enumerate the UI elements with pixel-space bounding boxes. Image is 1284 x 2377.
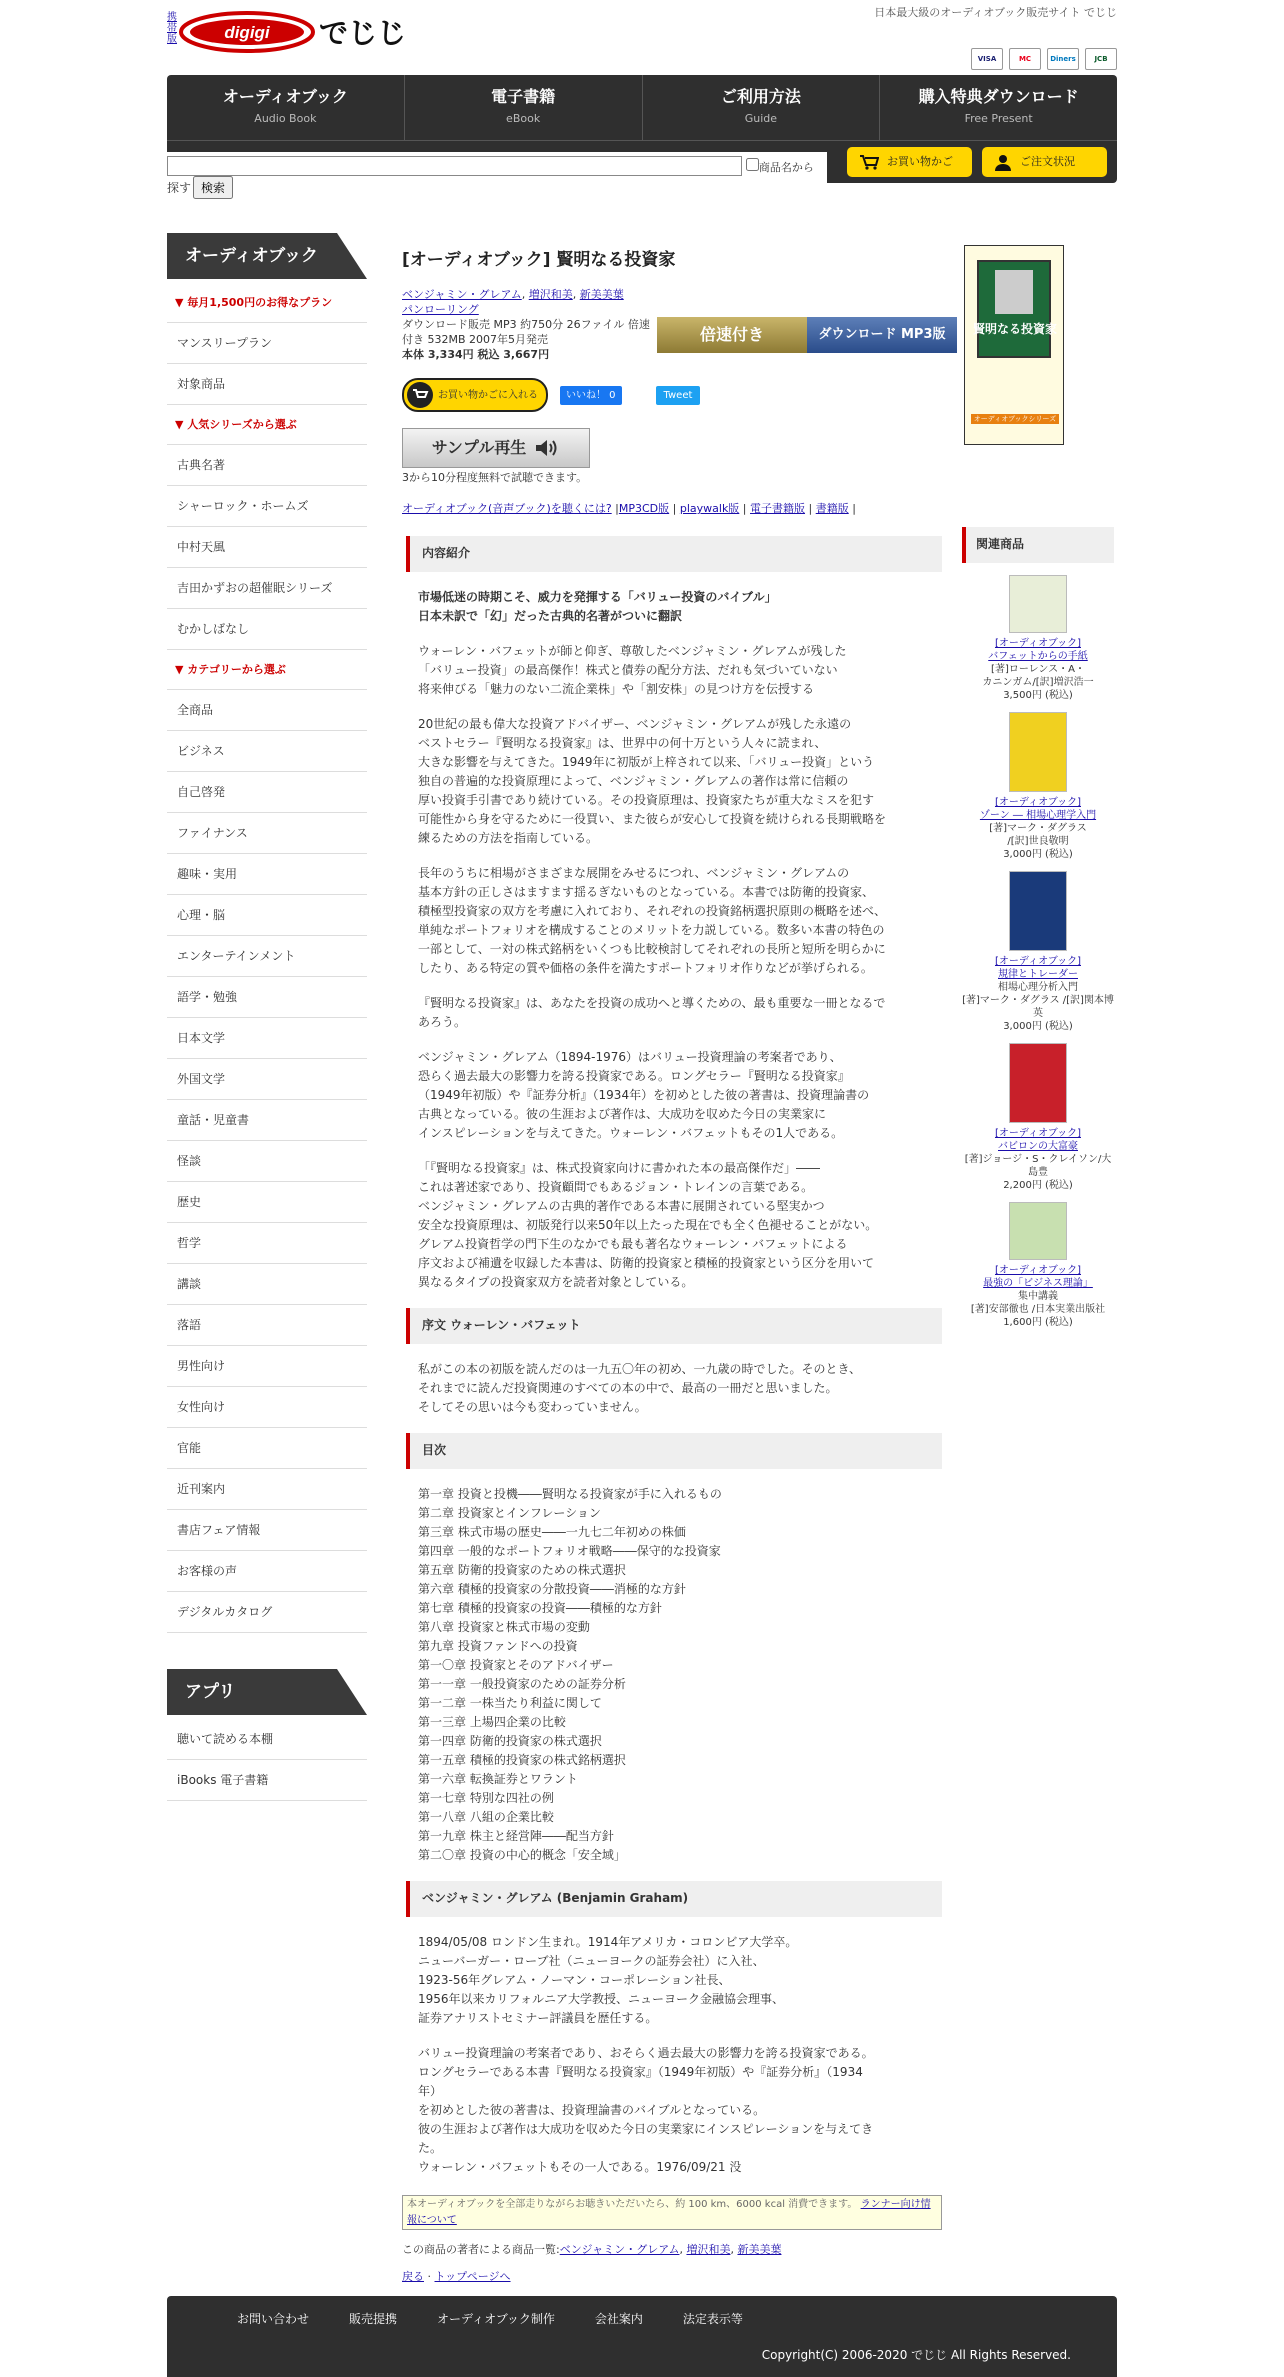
- text-line: グレアム投資哲学の門下生のなかでも最も著名なウォーレン・バフェットによる: [418, 1237, 848, 1252]
- cover-title: 賢明なる投資家: [972, 322, 1057, 336]
- text-line: 第一〇章 投資家とそのアドバイザー: [418, 1658, 614, 1673]
- search-area: [167, 152, 827, 199]
- related-meta: カニンガム/[訳]増沢浩一: [982, 677, 1094, 688]
- related-item[interactable]: [962, 712, 1114, 861]
- sidebar-item[interactable]: 男性向け: [167, 1346, 367, 1387]
- section-heading: ベンジャミン・グレアム (Benjamin Graham): [406, 1881, 942, 1917]
- text-line: 第一九章 株主と経営陣――配当方針: [418, 1829, 614, 1844]
- text-line: あろう。: [418, 1015, 467, 1030]
- related-title-link[interactable]: バビロンの大富豪: [998, 1141, 1078, 1152]
- nav-free-present[interactable]: 購入特典ダウンロード Free Present: [918, 87, 1079, 125]
- translator-link[interactable]: 増沢和美: [528, 288, 573, 302]
- text-line: 厚い投資手引書であり続けている。その投資原理は、投資家たちが重大なミスを犯す: [418, 793, 875, 808]
- back-link[interactable]: 戻る: [402, 2270, 424, 2284]
- sidebar-item[interactable]: お客様の声: [167, 1551, 367, 1592]
- sidebar-item[interactable]: 外国文学: [167, 1059, 367, 1100]
- sidebar-item[interactable]: ファイナンス: [167, 813, 367, 854]
- related-meta: 集中講義: [1018, 1291, 1058, 1302]
- section-body: [402, 1485, 942, 1865]
- mastercard-icon: MC: [1009, 48, 1041, 70]
- svg-text:digigi: digigi: [224, 23, 270, 42]
- diners-icon: Diners: [1047, 48, 1079, 70]
- sidebar-heading: ▼ 毎月1,500円のお得なプラン: [167, 283, 367, 323]
- product-name-checkbox-label[interactable]: 商品名から: [746, 161, 814, 174]
- sidebar-item[interactable]: 中村天風: [167, 527, 367, 568]
- text-line: 市場低迷の時期こそ、威力を発揮する「バリュー投資のバイブル」: [418, 590, 777, 605]
- sidebar-heading: ▼ カテゴリーから選ぶ: [167, 650, 367, 690]
- text-line: 大きな影響を与えてきた。1949年に初版が上梓されて以来、「バリュー投資」という: [418, 755, 875, 770]
- footer-contact[interactable]: お問い合わせ: [237, 2312, 310, 2326]
- related-item[interactable]: [962, 1043, 1114, 1192]
- search-find-label: 探す: [167, 181, 192, 196]
- related-meta: 島豊: [1028, 1167, 1048, 1178]
- related-item[interactable]: [962, 575, 1114, 702]
- section-paragraph: [418, 588, 942, 626]
- text-line: を初めとした彼の著書は、投資理論書のバイブルとなっている。: [418, 2103, 766, 2118]
- author-portrait: [995, 270, 1033, 314]
- related-item[interactable]: [962, 871, 1114, 1033]
- text-line: 将来伸びる「魅力のない二流企業株」や「割安株」の見つけ方を伝授する: [418, 682, 815, 697]
- sidebar-heading: ▼ 人気シリーズから選ぶ: [167, 405, 367, 445]
- sidebar-item[interactable]: 自己啓発: [167, 772, 367, 813]
- text-line: したり、ある特定の質や価格の条件を満たすポートフォリオ作りなどが挙げられる。: [418, 961, 873, 976]
- related-products: [962, 527, 1114, 1339]
- section-paragraph: [418, 715, 942, 848]
- related-title-link[interactable]: [オーディオブック]: [994, 956, 1081, 967]
- product-price: 本体 3,334円 税込 3,667円: [402, 348, 550, 362]
- section-paragraph: [418, 1048, 942, 1143]
- svg-text:でじじ: でじじ: [319, 16, 407, 50]
- text-line: 1894/05/08 ロンドン生まれ。1914年アメリカ・コロンビア大学卒。: [418, 1935, 798, 1950]
- sidebar-app-title: アプリ: [167, 1669, 367, 1715]
- text-line: ベンジャミン・グレアム（1894-1976）はバリュー投資理論の考案者であり、: [418, 1050, 842, 1065]
- related-title-link[interactable]: [オーディオブック]: [994, 1265, 1081, 1276]
- speed-badge: 倍速付き: [657, 317, 807, 353]
- text-line: ベストセラー『賢明なる投資家』は、世界中の何十万という人々に読まれ、: [418, 736, 827, 751]
- sidebar: [167, 233, 367, 1801]
- text-line: 古典となっている。彼の生涯および著作は、大成功を収めた今日の実業家に: [418, 1107, 827, 1122]
- text-line: バリュー投資理論の考案者であり、おそらく過去最大の影響力を誇る投資家である。: [418, 2046, 874, 2061]
- footer: [167, 2296, 1117, 2377]
- text-line: 安全な投資原理は、初版発行以来50年以上たった現在でも全く色褪せることがない。: [418, 1218, 878, 1233]
- section-paragraph: [418, 642, 942, 699]
- section-paragraph: [418, 864, 942, 978]
- text-line: （1949年初版）や『証券分析』（1934年）を初めとした彼の著書は、投資理論書の: [418, 1088, 870, 1103]
- text-line: 彼の生涯および著作は大成功を収めた今日の実業家にインスピレーションを与えてき: [418, 2122, 874, 2137]
- sidebar-item[interactable]: 日本文学: [167, 1018, 367, 1059]
- copyright: Copyright(C) 2006-2020 でじじ All Rights Reserved.: [761, 2348, 1071, 2362]
- sidebar-item[interactable]: 官能: [167, 1428, 367, 1469]
- related-title-link[interactable]: 規律とトレーダー: [998, 969, 1078, 980]
- related-meta: 2,200円 (税込): [1003, 1180, 1073, 1191]
- cart-icon: [859, 154, 879, 170]
- download-mp3-badge: ダウンロード MP3版: [807, 317, 957, 353]
- text-line: 1923-56年グレアム・ノーマン・コーポレーション社長、: [418, 1973, 731, 1988]
- site-tagline: 日本最大級のオーディオブック販売サイト でじじ: [874, 6, 1117, 19]
- text-line: 練るための方法を指南している。: [418, 831, 599, 846]
- section-heading: 内容紹介: [406, 536, 942, 572]
- text-line: 年）: [418, 2084, 443, 2099]
- related-cover[interactable]: [1009, 712, 1067, 792]
- sidebar-item[interactable]: 吉田かずおの超催眠シリーズ: [167, 568, 367, 609]
- related-cover[interactable]: [1009, 1202, 1067, 1260]
- text-line: 恐らく過去最大の影響力を誇る投資家である。ロングセラー『賢明なる投資家』: [418, 1069, 850, 1084]
- narrator-link[interactable]: 新美美葉: [579, 288, 624, 302]
- sample-play-button[interactable]: サンプル再生: [402, 428, 590, 468]
- text-line: ウォーレン・バフェットもその一人である。1976/09/21 没: [418, 2160, 742, 2175]
- format-links: オーディオブック(音声ブック)を聴くには? |MP3CD版 | playwalk版 | 電子書籍版 | 書籍版 |: [402, 502, 856, 516]
- text-line: ベンジャミン・グレアムの古典的著作である本書に展開されている堅実かつ: [418, 1199, 825, 1214]
- sidebar-item[interactable]: 語学・勉強: [167, 977, 367, 1018]
- sidebar-item-ibooks[interactable]: iBooks 電子書籍: [167, 1760, 367, 1801]
- text-line: 第四章 一般的なポートフォリオ戦略――保守的な投資家: [418, 1544, 721, 1559]
- text-line: 第一八章 八組の企業比較: [418, 1810, 554, 1825]
- related-title-link[interactable]: [オーディオブック]: [994, 1128, 1081, 1139]
- search-button[interactable]: 検索: [193, 176, 233, 199]
- text-line: 証券アナリストセミナー評議員を歴任する。: [418, 2011, 658, 2026]
- sidebar-item[interactable]: ビジネス: [167, 731, 367, 772]
- related-meta: [著]マーク・ダグラス /[訳]関本博英: [962, 995, 1114, 1019]
- related-meta: 3,000円 (税込): [1003, 1021, 1073, 1032]
- nav-audiobook[interactable]: オーディオブック Audio Book: [167, 75, 405, 140]
- sidebar-list: [167, 283, 367, 1633]
- text-line: 第一章 投資と投機――賢明なる投資家が手に入れるもの: [418, 1487, 722, 1502]
- sidebar-item-bookshelf[interactable]: 聴いて読める本棚: [167, 1719, 367, 1760]
- related-title-link[interactable]: ゾーン ― 相場心理学入門: [979, 810, 1097, 821]
- text-line: 第六章 積極的投資家の分散投資――消極的な方針: [418, 1582, 686, 1597]
- related-meta: /[訳]世良敬明: [1007, 836, 1069, 847]
- search-input[interactable]: [167, 156, 742, 176]
- text-line: 第一四章 防衛的投資家の株式選択: [418, 1734, 602, 1749]
- sidebar-item[interactable]: 講談: [167, 1264, 367, 1305]
- related-meta: [著]ジョージ・S・クレイソン/大: [964, 1154, 1112, 1165]
- text-line: ロングセラーである本書『賢明なる投資家』（1949年初版）や『証券分析』（1934: [418, 2065, 863, 2080]
- product-meta: ベンジャミン・グレアム, 増沢和美, 新美美葉 パンローリング ダウンロード販売 MP3 約750分 26ファイル 倍速付き 532MB 2007年5月発売 本体 3,334円 税込 3,667円: [402, 288, 650, 362]
- section-paragraph: [418, 1360, 942, 1417]
- sidebar-item[interactable]: 心理・脳: [167, 895, 367, 936]
- text-line: 『賢明なる投資家』は、あなたを投資の成功へと導くための、最も重要な一冊となるで: [418, 996, 886, 1011]
- related-cover[interactable]: [1009, 1043, 1067, 1123]
- text-line: 第二章 投資家とインフレーション: [418, 1506, 601, 1521]
- tweet-button[interactable]: Tweet: [656, 386, 701, 406]
- sidebar-item[interactable]: デジタルカタログ: [167, 1592, 367, 1633]
- text-line: 第五章 防衛的投資家のための株式選択: [418, 1563, 626, 1578]
- text-line: 1956年以来カリフォルニア大学教授、ニューヨーク金融協会理事、: [418, 1992, 784, 2007]
- nav-guide[interactable]: ご利用方法 Guide: [643, 75, 881, 140]
- text-line: 第一二章 一株当たり利益に関して: [418, 1696, 602, 1711]
- sidebar-item[interactable]: 落語: [167, 1305, 367, 1346]
- sample-note: 3から10分程度無料で試聴できます。: [402, 471, 588, 485]
- text-line: ニューバーガー・ローブ社（ニューヨークの証券会社）に入社、: [418, 1954, 765, 1969]
- text-line: 第九章 投資ファンドへの投資: [418, 1639, 578, 1654]
- text-line: 独自の普遍的な投資原理によって、ベンジャミン・グレアムの著作は常に信頼の: [418, 774, 849, 789]
- ebook-link[interactable]: 電子書籍版: [750, 502, 806, 516]
- related-meta: 3,500円 (税込): [1003, 690, 1073, 701]
- sidebar-item[interactable]: 歴史: [167, 1182, 367, 1223]
- sidebar-item[interactable]: シャーロック・ホームズ: [167, 486, 367, 527]
- mobile-site-link[interactable]: 携帯版: [167, 12, 177, 45]
- text-line: 第一一章 一般投資家のための証券分析: [418, 1677, 626, 1692]
- sidebar-item[interactable]: 古典名著: [167, 445, 367, 486]
- text-line: それまでに読んだ投資関連のすべての本の中で、最高の一冊だと思いました。: [418, 1381, 838, 1396]
- product-cover: [964, 245, 1064, 445]
- sidebar-item[interactable]: 近刊案内: [167, 1469, 367, 1510]
- main-content: [402, 233, 946, 2284]
- text-line: 第一七章 特別な四社の例: [418, 1791, 554, 1806]
- related-title-link[interactable]: [オーディオブック]: [994, 638, 1081, 649]
- payment-cards: [971, 48, 1117, 70]
- text-line: 積極型投資家の双方を考慮に入れており、それぞれの投資銘柄選択原則の概略を述べ、: [418, 904, 887, 919]
- text-line: 「『賢明なる投資家』は、株式投資家向けに書かれた本の最高傑作だ」――: [418, 1161, 821, 1176]
- footer-company[interactable]: 会社案内: [594, 2312, 643, 2326]
- like-button[interactable]: いいね！ 0: [560, 386, 622, 406]
- user-icon: [994, 153, 1012, 171]
- related-item[interactable]: [962, 1202, 1114, 1329]
- order-status-button[interactable]: ご注文状況: [982, 147, 1107, 177]
- text-line: 異なるタイプの投資家双方を読者対象としている。: [418, 1275, 694, 1290]
- related-title-link[interactable]: 最強の「ビジネス理論」: [983, 1278, 1093, 1289]
- sidebar-item[interactable]: 書店フェア情報: [167, 1510, 367, 1551]
- related-meta: 3,000円 (税込): [1003, 849, 1073, 860]
- header: [167, 0, 1117, 75]
- sidebar-item[interactable]: 趣味・実用: [167, 854, 367, 895]
- text-line: 第一三章 上場四企業の比較: [418, 1715, 566, 1730]
- text-line: 可能性から身を守るために一役買い、また彼らが安心して投資を続けられる長期戦略を: [418, 812, 887, 827]
- text-line: インスピレーションを与えてきた。ウォーレン・バフェットもその1人である。: [418, 1126, 844, 1141]
- publisher-link[interactable]: パンローリング: [402, 303, 479, 317]
- text-line: これは著述家であり、投資顧問でもあるジョン・トレインの言葉である。: [418, 1180, 814, 1195]
- related-meta: 相場心理分析入門: [998, 982, 1078, 993]
- text-line: 第七章 積極的投資家の投資――積極的な方針: [418, 1601, 662, 1616]
- author-products-link-3[interactable]: 新美美葉: [737, 2243, 782, 2257]
- section-paragraph: [418, 994, 942, 1032]
- section-paragraph: [418, 2044, 942, 2177]
- jcb-icon: JCB: [1085, 48, 1117, 70]
- product-name-checkbox[interactable]: [746, 158, 759, 171]
- related-meta: [著]ローレンス・A・: [991, 664, 1085, 675]
- text-line: 長年のうちに相場がさまざまな展開をみせるにつれ、ベンジャミン・グレアムの: [418, 866, 850, 881]
- text-line: 第一六章 転換証券とワラント: [418, 1772, 578, 1787]
- add-to-cart-button[interactable]: お買い物かごに入れる: [402, 378, 548, 412]
- page-title: [オーディオブック] 賢明なる投資家: [402, 250, 676, 270]
- section-paragraph: [418, 1159, 942, 1292]
- cart-icon: [406, 381, 434, 409]
- sidebar-title: オーディオブック: [167, 233, 367, 279]
- book-link[interactable]: 書籍版: [815, 502, 849, 516]
- text-line: た。: [418, 2141, 443, 2156]
- text-line: 第八章 投資家と株式市場の変動: [418, 1620, 590, 1635]
- text-line: そしてその思いは今も変わっていません。: [418, 1400, 647, 1415]
- author-products-link-1[interactable]: ベンジャミン・グレアム: [559, 2243, 680, 2257]
- howto-link[interactable]: オーディオブック(音声ブック)を聴くには?: [402, 502, 612, 516]
- related-meta: [著]マーク・ダグラス: [989, 823, 1087, 834]
- sidebar-item[interactable]: 哲学: [167, 1223, 367, 1264]
- text-line: 第一五章 積極的投資家の株式銘柄選択: [418, 1753, 626, 1768]
- sidebar-item[interactable]: マンスリープラン: [167, 323, 367, 364]
- related-meta: [著]安部徹也 /日本実業出版社: [970, 1304, 1106, 1315]
- text-line: 20世紀の最も偉大な投資アドバイザー、ベンジャミン・グレアムが残した永遠の: [418, 717, 852, 732]
- section-heading: 序文 ウォーレン・バフェット: [406, 1308, 942, 1344]
- sidebar-item[interactable]: 童話・児童書: [167, 1100, 367, 1141]
- visa-icon: VISA: [971, 48, 1003, 70]
- related-list: [962, 575, 1114, 1329]
- section-heading: 目次: [406, 1433, 942, 1469]
- runner-link[interactable]: ランナー向け情報について: [407, 2199, 931, 2226]
- related-title-link[interactable]: バフェットからの手紙: [988, 651, 1088, 662]
- footer-production[interactable]: オーディオブック制作: [437, 2312, 555, 2326]
- author-products: この商品の著者による商品一覧:ベンジャミン・グレアム, 増沢和美, 新美美葉: [402, 2243, 782, 2257]
- related-cover[interactable]: [1009, 575, 1067, 633]
- cart-button[interactable]: お買い物かご: [847, 147, 972, 177]
- related-title: 関連商品: [962, 527, 1114, 563]
- text-line: 序文および補遺を収録した本書は、防衛的投資家と積極的投資家という区分を用いて: [418, 1256, 875, 1271]
- playwalk-link[interactable]: playwalk版: [679, 502, 740, 516]
- text-line: 基本方針の正しさはますます揺るぎないものとなっている。本書では防衛的投資家、: [418, 885, 875, 900]
- text-line: 単純なポートフォリオを構成することのメリットを力説している。数多い本書の特色の: [418, 923, 885, 938]
- cover-series: オーディオブックシリーズ: [971, 414, 1059, 424]
- footer-legal[interactable]: 法定表示等: [682, 2312, 743, 2326]
- sidebar-item[interactable]: 対象商品: [167, 364, 367, 405]
- author-products-link-2[interactable]: 増沢和美: [686, 2243, 731, 2257]
- related-cover[interactable]: [1009, 871, 1067, 951]
- section-body: [402, 1933, 942, 2177]
- speaker-icon: [534, 437, 560, 459]
- text-line: 一部として、一対の株式銘柄をいくつも比較検討してそれぞれの長所と短所を明らかに: [418, 942, 886, 957]
- section-body: [402, 588, 942, 1292]
- page-wrapper: [167, 0, 1117, 2377]
- product-spec: ダウンロード販売 MP3 約750分 26ファイル 倍速付き 532MB 2007年5月発売: [402, 318, 650, 347]
- text-line: 「バリュー投資」の最高傑作！株式と債券の配分方法、だれも気づいていない: [418, 663, 838, 678]
- top-page-link[interactable]: トップページへ: [434, 2270, 511, 2284]
- related-title-link[interactable]: [オーディオブック]: [994, 797, 1081, 808]
- sidebar-item[interactable]: エンターテインメント: [167, 936, 367, 977]
- description-sections: [402, 536, 942, 2177]
- text-line: 日本未訳で「幻」だった古典的名著がついに翻訳: [418, 609, 683, 624]
- text-line: 第三章 株式市場の歴史――一九七二年初めの株価: [418, 1525, 686, 1540]
- sidebar-item[interactable]: むかしばなし: [167, 609, 367, 650]
- runner-info: 本オーディオブックを全部走りながらお聴きいただいたら、約 100 km、6000 kcal 消費できます。 ランナー向け情報について: [402, 2195, 942, 2230]
- action-row: [402, 378, 942, 412]
- related-meta: 1,600円 (税込): [1003, 1317, 1073, 1328]
- nav-ebook[interactable]: 電子書籍 eBook: [405, 75, 643, 140]
- author-link[interactable]: ベンジャミン・グレアム: [402, 288, 522, 302]
- section-paragraph: [418, 1933, 942, 2028]
- mp3cd-link[interactable]: MP3CD版: [618, 502, 670, 516]
- text-line: 第二〇章 投資の中心的概念「安全域」: [418, 1848, 626, 1863]
- sidebar-item[interactable]: 怪談: [167, 1141, 367, 1182]
- section-body: [402, 1360, 942, 1417]
- bottom-nav: 戻る · トップページへ: [402, 2270, 511, 2284]
- sidebar-item[interactable]: 女性向け: [167, 1387, 367, 1428]
- section-paragraph: [418, 1485, 942, 1865]
- footer-partnership[interactable]: 販売提携: [349, 2312, 398, 2326]
- site-logo[interactable]: [167, 10, 447, 54]
- sidebar-item[interactable]: 全商品: [167, 690, 367, 731]
- text-line: ウォーレン・バフェットが師と仰ぎ、尊敬したベンジャミン・グレアムが残した: [418, 644, 847, 659]
- text-line: 私がこの本の初版を読んだのは一九五〇年の初め、一九歳の時でした。そのとき、: [418, 1362, 862, 1377]
